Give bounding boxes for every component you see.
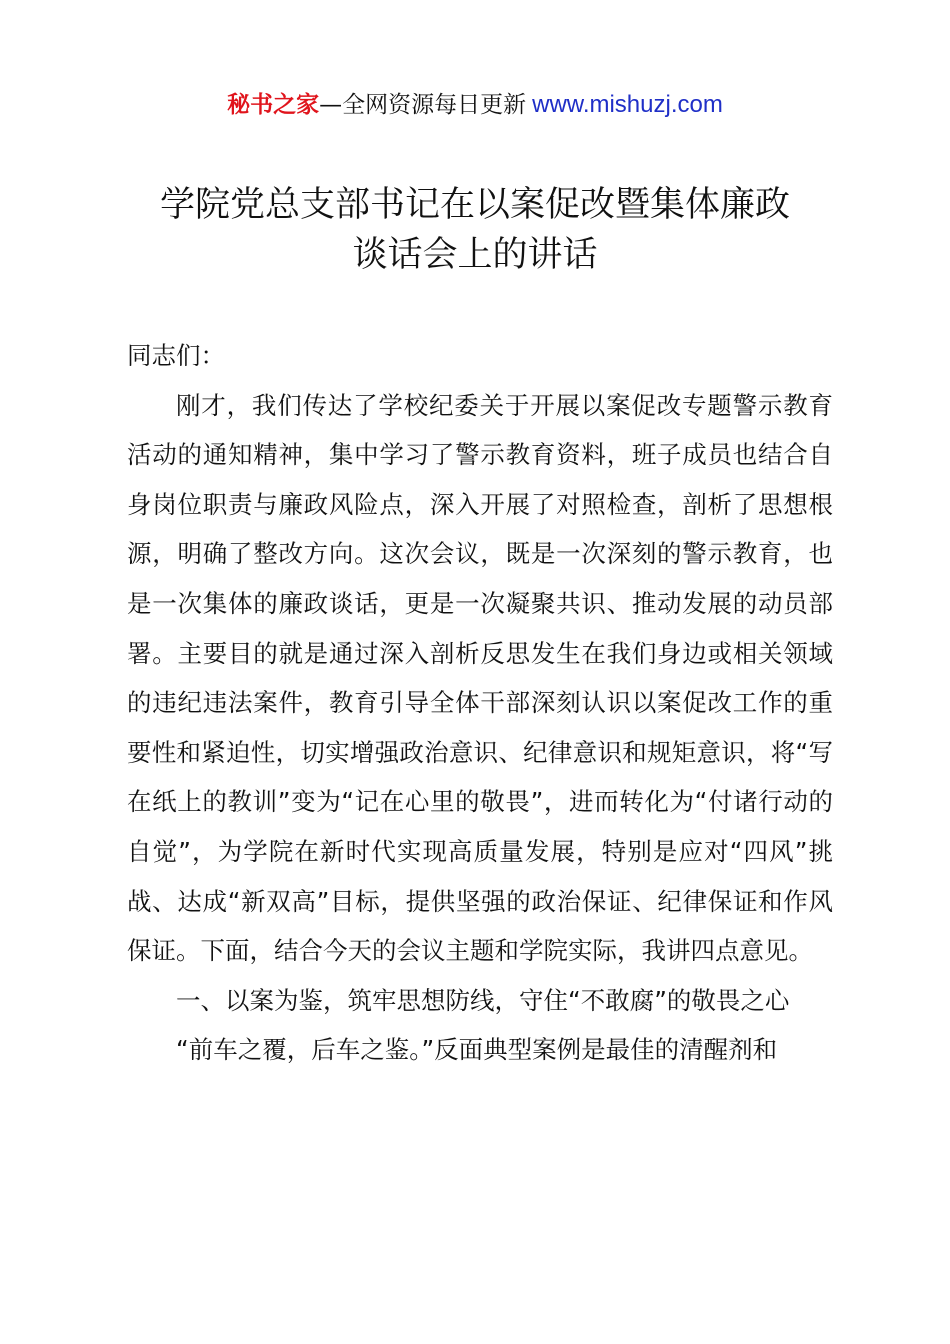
site-url-link[interactable]: www.mishuzj.com — [532, 91, 723, 118]
paragraph-intro: 刚才，我们传达了学校纪委关于开展以案促改专题警示教育活动的通知精神，集中学习了警示教育资料，班子成员也结合自身岗位职责与廉政风险点，深入开展了对照检查，剖析了思想根源，明确了整改方向。这次会议，既是一次深刻的警示教育，也是一次集体的廉政谈话，更是一次凝聚共识、推动发展的动员部署。主要目的就是通过深入剖析反思发生在我们身边或相关领域的违纪违法案件，教育引导全体干部深刻认识以案促改工作的重要性和紧迫性，切实增强政治意识、纪律意识和规矩意识，将“写在纸上的教训”变为“记在心里的敬畏”，进而转化为“付诸行动的自觉”，为学院在新时代实现高质量发展，特别是应对“四风”挑战、达成“新双高”目标，提供坚强的政治保证、纪律保证和作风保证。下面，结合今天的会议主题和学院实际，我讲四点意见。 — [127, 390, 833, 966]
brand-name: 秘书之家 — [227, 92, 320, 118]
salutation: 同志们： — [127, 341, 225, 370]
paragraph-section-1: “前车之覆，后车之鉴。”反面典型案例是最佳的清醒剂和 — [176, 1035, 778, 1065]
title-line-1: 学院党总支部书记在以案促改暨集体廉政 — [159, 185, 790, 225]
document-body — [127, 331, 833, 1075]
document-title — [100, 180, 850, 280]
site-header — [0, 88, 950, 122]
title-line-2: 谈话会上的讲话 — [352, 235, 598, 275]
header-tagline: —全网资源每日更新 — [319, 92, 527, 118]
section-heading-1: 一、以案为鉴，筑牢思想防线，守住“不敢腐”的敬畏之心 — [176, 985, 790, 1015]
